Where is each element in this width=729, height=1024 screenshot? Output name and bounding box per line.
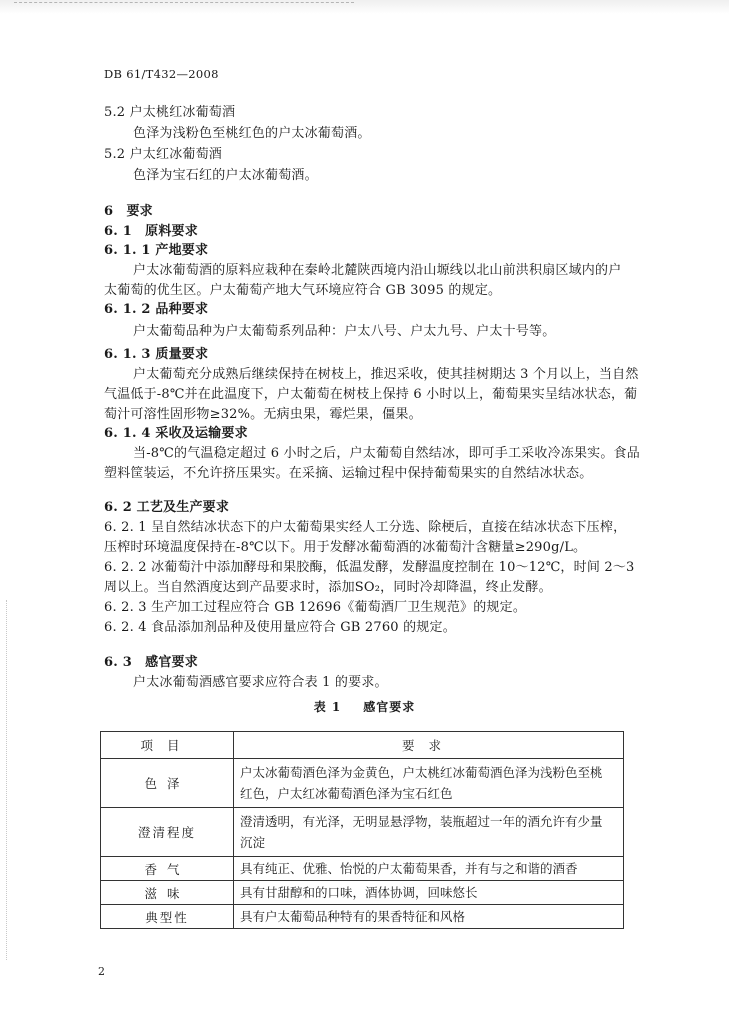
scan-artifact-line — [14, 2, 354, 9]
section-6-3-text: 户太冰葡萄酒感官要求应符合表 1 的要求。 — [133, 675, 388, 690]
column-header-item: 项目 — [101, 732, 234, 759]
section-5-2-red-text: 色泽为宝石红的户太冰葡萄酒。 — [133, 168, 318, 183]
section-6-3-heading: 6. 3 感官要求 — [104, 655, 198, 670]
table-row — [101, 808, 624, 857]
requirement-line: 沉淀 — [240, 835, 266, 850]
row-item-taste: 滋味 — [101, 881, 234, 905]
requirement-line: 红色，户太红冰葡萄酒色泽为宝石红色 — [240, 786, 453, 801]
table-caption-title: 感官要求 — [363, 700, 416, 714]
table-row — [101, 905, 624, 929]
row-requirement — [234, 808, 624, 857]
section-6-2-line: 周以上。当自然酒度达到产品要求时，添加SO₂，同时冷却降温，终止发酵。 — [104, 580, 552, 595]
section-6-1-2-heading: 6. 1. 2 品种要求 — [104, 302, 209, 317]
table-caption-label: 表 1 — [313, 700, 342, 714]
table-row — [101, 759, 624, 808]
document-code: DB 61/T432—2008 — [104, 67, 219, 81]
section-6-1-3-heading: 6. 1. 3 质量要求 — [104, 347, 209, 362]
section-6-1-2-text: 户太葡萄品种为户太葡萄系列品种：户太八号、户太九号、户太十号等。 — [133, 324, 556, 339]
section-6-2-heading: 6. 2 工艺及生产要求 — [104, 500, 230, 515]
section-6-1-1-line: 户太冰葡萄酒的原料应栽种在秦岭北麓陕西境内沿山塬线以北山前洪积扇区域内的户 — [133, 263, 622, 278]
requirement-line: 具有纯正、优雅、怡悦的户太葡萄果香，并有与之和谐的酒香 — [240, 861, 578, 876]
requirement-line: 澄清透明，有光泽，无明显悬浮物，装瓶超过一年的酒允许有少量 — [240, 814, 603, 829]
row-item-typicality: 典型性 — [101, 905, 234, 929]
section-6-1-heading: 6. 1 原料要求 — [104, 224, 198, 239]
row-requirement — [234, 905, 624, 929]
requirement-line: 具有户太葡萄品种特有的果香特征和风格 — [240, 909, 466, 924]
row-requirement — [234, 881, 624, 905]
section-6-2-line: 6. 2. 1 呈自然结冰状态下的户太葡萄果实经人工分选、除梗后，直接在结冰状态下压榨， — [104, 520, 627, 535]
section-6-2-line: 6. 2. 2 冰葡萄汁中添加酵母和果胶酶，低温发酵，发酵温度控制在 10～12℃，时间 2～3 — [104, 560, 635, 575]
requirement-line: 户太冰葡萄酒色泽为金黄色，户太桃红冰葡萄酒色泽为浅粉色至桃 — [240, 765, 603, 780]
section-6-1-4-heading: 6. 1. 4 采收及运输要求 — [104, 426, 248, 441]
section-5-2-red-heading: 5.2 户太红冰葡萄酒 — [104, 147, 223, 162]
section-6-1-1-heading: 6. 1. 1 产地要求 — [104, 243, 209, 258]
section-6-1-3-line: 气温低于-8℃并在此温度下，户太葡萄在树枝上保持 6 小时以上，葡萄果实呈结冰状态，葡 — [104, 387, 638, 402]
section-6-2-line: 压榨时环境温度保持在-8℃以下。用于发酵冰葡萄酒的冰葡萄汁含糖量≥290g/L。 — [104, 540, 587, 555]
sensory-requirements-table — [100, 731, 624, 929]
column-header-requirement: 要求 — [234, 732, 624, 759]
table-caption — [0, 698, 729, 715]
section-6-1-3-line: 萄汁可溶性固形物≥32%。无病虫果，霉烂果，僵果。 — [104, 407, 422, 422]
section-6-1-4-line: 塑料筐装运，不允许挤压果实。在采摘、运输过程中保持葡萄果实的自然结冰状态。 — [104, 466, 593, 481]
section-6-heading: 6 要求 — [104, 204, 153, 219]
table-row — [101, 881, 624, 905]
scan-artifact-margin — [6, 600, 9, 960]
section-6-1-4-line: 当-8℃的气温稳定超过 6 小时之后，户太葡萄自然结冰，即可手工采收冷冻果实。食品 — [133, 446, 640, 461]
row-item-clarity: 澄清程度 — [101, 808, 234, 857]
row-item-color: 色泽 — [101, 759, 234, 808]
row-item-aroma: 香气 — [101, 857, 234, 881]
section-6-1-1-line: 太葡萄的优生区。户太葡萄产地大气环境应符合 GB 3095 的规定。 — [104, 283, 502, 298]
table-header-row — [101, 732, 624, 759]
section-6-1-3-line: 户太葡萄充分成熟后继续保持在树枝上，推迟采收，使其挂树期达 3 个月以上，当自然 — [133, 367, 639, 382]
row-requirement — [234, 759, 624, 808]
section-6-2-line: 6. 2. 3 生产加工过程应符合 GB 12696《葡萄酒厂卫生规范》的规定。 — [104, 600, 527, 615]
table-row — [101, 857, 624, 881]
section-5-2-rose-heading: 5.2 户太桃红冰葡萄酒 — [104, 105, 236, 120]
page-number: 2 — [98, 965, 105, 978]
requirement-line: 具有甘甜醇和的口味，酒体协调，回味悠长 — [240, 885, 478, 900]
section-5-2-rose-text: 色泽为浅粉色至桃红色的户太冰葡萄酒。 — [133, 126, 371, 141]
row-requirement — [234, 857, 624, 881]
section-6-2-line: 6. 2. 4 食品添加剂品种及使用量应符合 GB 2760 的规定。 — [104, 620, 456, 635]
